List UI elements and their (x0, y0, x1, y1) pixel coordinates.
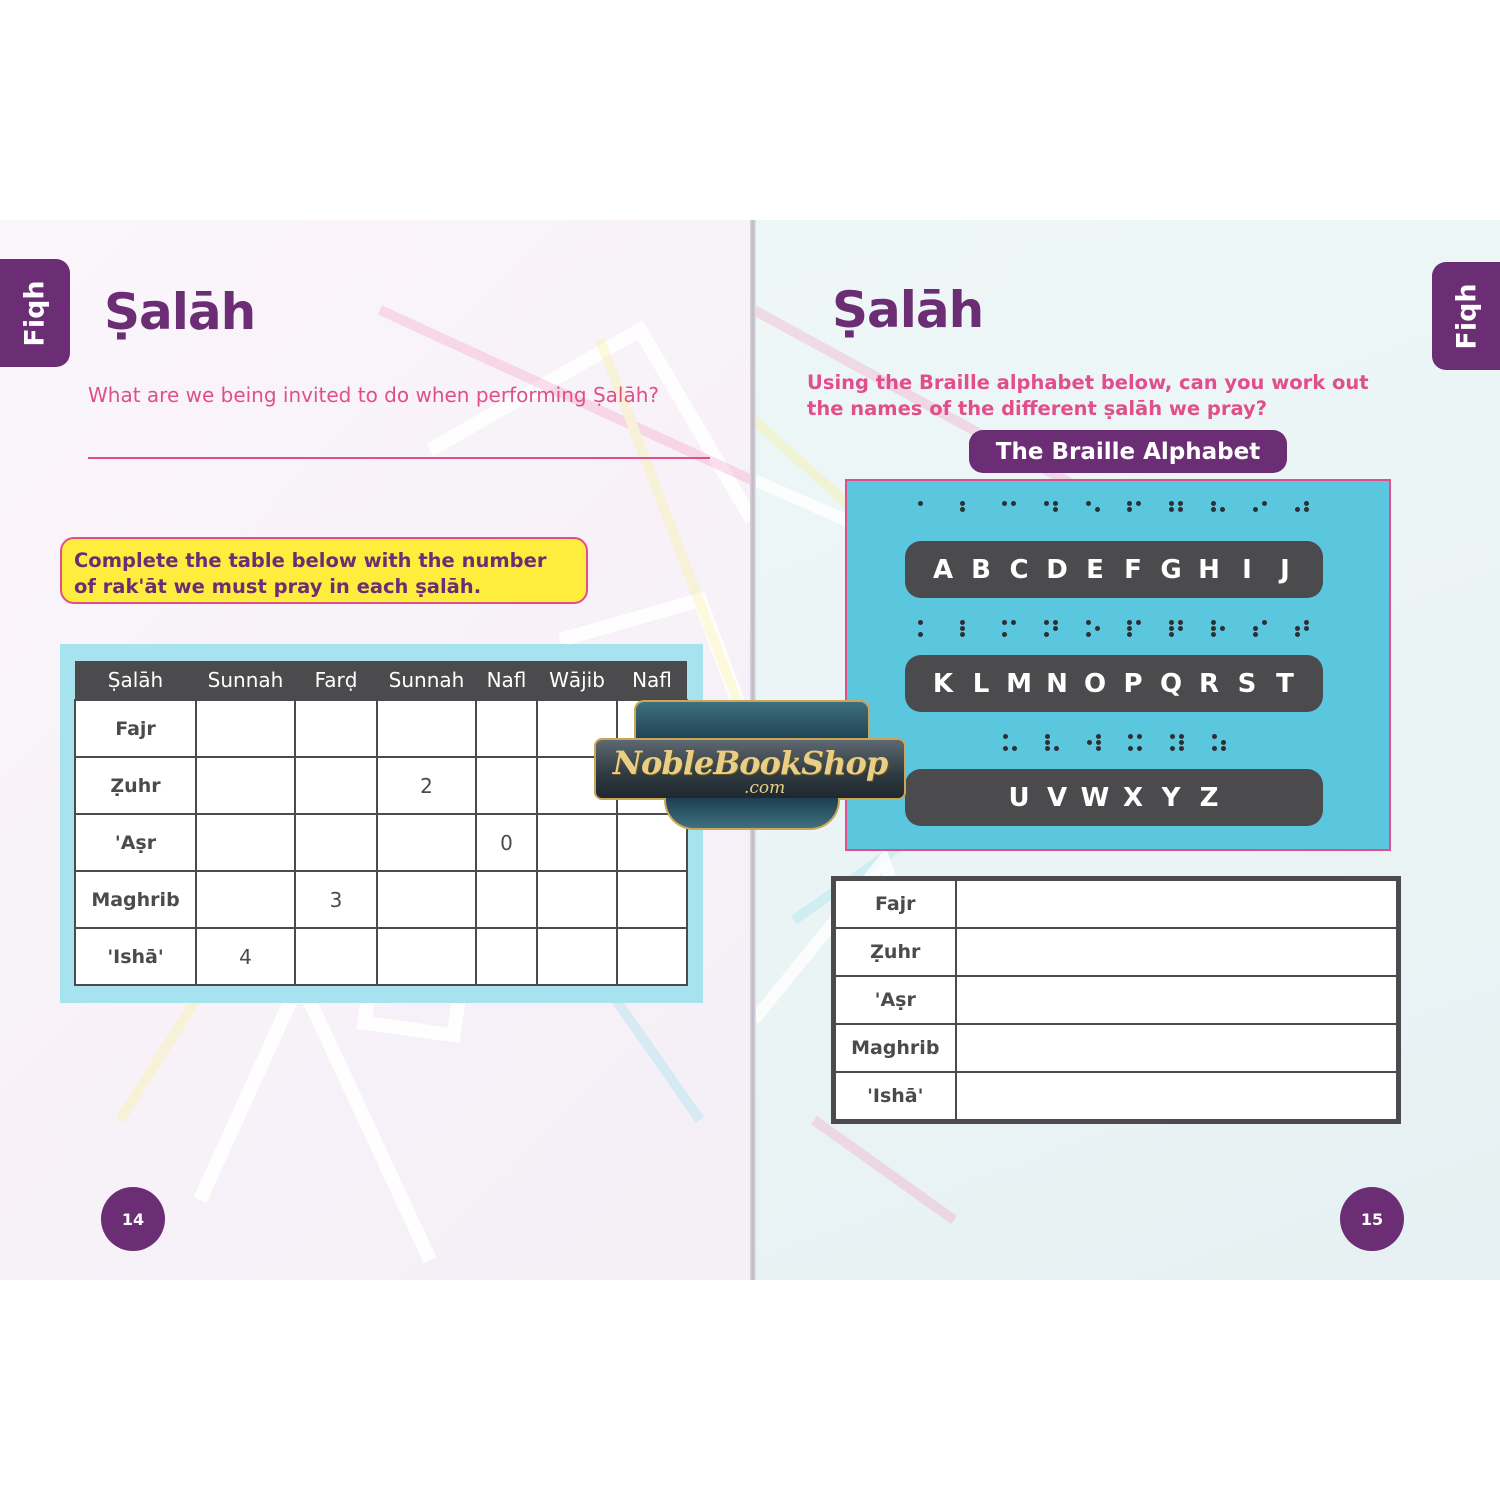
braille-dot (1221, 740, 1226, 745)
braille-dot (1086, 501, 1091, 506)
table-cell[interactable] (196, 757, 295, 814)
braille-dot (1179, 740, 1184, 745)
row-label: Ẓuhr (834, 928, 956, 976)
letter: H (1198, 554, 1220, 585)
table-cell[interactable] (295, 757, 377, 814)
table-cell[interactable] (476, 928, 537, 985)
braille-dot (927, 632, 932, 637)
braille-dot (1045, 746, 1050, 751)
braille-dot (1136, 632, 1141, 637)
table-cell[interactable]: 3 (295, 871, 377, 928)
letter: Z (1199, 782, 1219, 813)
braille-dot (1011, 513, 1016, 518)
row-label: 'Aṣr (75, 814, 196, 871)
braille-dot (1178, 513, 1183, 518)
table-cell[interactable] (196, 700, 295, 757)
braille-dot (1262, 620, 1267, 625)
table-cell[interactable] (617, 928, 687, 985)
letter: O (1083, 668, 1107, 699)
table-cell[interactable] (196, 814, 295, 871)
row-label: 'Aṣr (834, 976, 956, 1024)
braille-dot (1304, 626, 1309, 631)
braille-dot (1262, 507, 1267, 512)
braille-dot (1221, 734, 1226, 739)
letter: C (1009, 554, 1029, 585)
braille-dot (1295, 626, 1300, 631)
row-label: 'Ishā' (834, 1072, 956, 1122)
braille-dot (1045, 740, 1050, 745)
braille-dot (1212, 740, 1217, 745)
braille-dot (1295, 620, 1300, 625)
braille-dot (1304, 501, 1309, 506)
braille-cell (1087, 734, 1102, 751)
table-cell[interactable] (476, 757, 537, 814)
braille-dot (1169, 507, 1174, 512)
braille-cell (1002, 501, 1017, 518)
braille-dot (918, 620, 923, 625)
braille-cell (918, 501, 933, 518)
braille-dot (1011, 620, 1016, 625)
braille-cell (960, 620, 975, 637)
letter: T (1276, 668, 1294, 699)
table-cell[interactable] (377, 700, 476, 757)
table-row (834, 928, 1399, 976)
braille-dot (1086, 620, 1091, 625)
braille-dot (1262, 626, 1267, 631)
table-cell[interactable] (295, 700, 377, 757)
table-cell[interactable] (537, 871, 617, 928)
braille-dot (1128, 734, 1133, 739)
braille-dot (1178, 632, 1183, 637)
row-label: Fajr (834, 879, 956, 929)
table-row (834, 1072, 1399, 1122)
page-number: 15 (1340, 1187, 1404, 1251)
braille-cell (1086, 501, 1101, 518)
braille-dot (1295, 513, 1300, 518)
braille-cell (1044, 501, 1059, 518)
letter: F (1124, 554, 1142, 585)
braille-dot (1178, 501, 1183, 506)
braille-dot (1002, 626, 1007, 631)
letter: M (1006, 668, 1032, 699)
braille-dot (1127, 513, 1132, 518)
braille-dot (1137, 746, 1142, 751)
braille-dot (1053, 620, 1058, 625)
braille-dot (1003, 740, 1008, 745)
braille-dot (1044, 501, 1049, 506)
tab-label: Fiqh (1451, 282, 1483, 350)
watermark-logo (594, 700, 906, 835)
braille-dot (1137, 734, 1142, 739)
table-cell[interactable] (476, 871, 537, 928)
table-cell[interactable] (377, 871, 476, 928)
braille-dot (1212, 734, 1217, 739)
letter: W (1080, 782, 1110, 813)
letter: J (1280, 554, 1290, 585)
letter: E (1086, 554, 1104, 585)
braille-dot (1304, 632, 1309, 637)
braille-dot (918, 501, 923, 506)
column-header: Sunnah (196, 661, 295, 700)
braille-cell (1127, 501, 1142, 518)
answer-cell[interactable] (956, 1072, 1399, 1122)
braille-dot (969, 626, 974, 631)
column-header: Farḍ (295, 661, 377, 700)
braille-dot (1012, 746, 1017, 751)
braille-dot (918, 513, 923, 518)
braille-dot (1096, 740, 1101, 745)
braille-dot (1086, 507, 1091, 512)
braille-dot (927, 507, 932, 512)
column-header: Sunnah (377, 661, 476, 700)
braille-cell (1127, 620, 1142, 637)
braille-cell (1086, 620, 1101, 637)
braille-dot (1220, 501, 1225, 506)
braille-dot (1178, 626, 1183, 631)
braille-dot (1044, 513, 1049, 518)
braille-dot (1136, 501, 1141, 506)
braille-dot (960, 501, 965, 506)
letter: R (1198, 668, 1220, 699)
letter: X (1122, 782, 1144, 813)
braille-dot (1087, 746, 1092, 751)
column-header: Nafl (476, 661, 537, 700)
braille-dot (1211, 626, 1216, 631)
braille-dot (927, 620, 932, 625)
braille-dot (1136, 620, 1141, 625)
braille-cell (1044, 620, 1059, 637)
braille-dot (1221, 746, 1226, 751)
braille-dot (1211, 501, 1216, 506)
letters-bar (905, 541, 1323, 598)
braille-cells-row (990, 730, 1240, 754)
letter: A (932, 554, 954, 585)
braille-dot (1211, 620, 1216, 625)
braille-dot (1220, 513, 1225, 518)
letters-bar (905, 655, 1323, 712)
answer-cell[interactable] (956, 879, 1399, 929)
braille-cell (1212, 734, 1227, 751)
braille-dot (1127, 626, 1132, 631)
braille-dot (1179, 734, 1184, 739)
braille-dot (1179, 746, 1184, 751)
braille-dot (918, 626, 923, 631)
braille-dot (1086, 513, 1091, 518)
braille-cell (1211, 501, 1226, 518)
braille-cell (1295, 501, 1310, 518)
braille-dot (969, 501, 974, 506)
braille-dot (1086, 632, 1091, 637)
braille-cells-row (905, 497, 1323, 521)
braille-dot (1169, 626, 1174, 631)
braille-dot (1095, 507, 1100, 512)
book-icon (664, 798, 840, 830)
answer-cell[interactable] (956, 1024, 1399, 1072)
braille-dot (1096, 746, 1101, 751)
braille-dot (1136, 507, 1141, 512)
braille-dot (1169, 501, 1174, 506)
braille-dot (1002, 513, 1007, 518)
letter: U (1008, 782, 1030, 813)
braille-dot (1262, 513, 1267, 518)
letter: D (1046, 554, 1068, 585)
braille-dot (1044, 626, 1049, 631)
braille-dot (960, 507, 965, 512)
braille-dot (1169, 513, 1174, 518)
braille-dot (1136, 513, 1141, 518)
table-row (834, 1024, 1399, 1072)
braille-dot (1170, 734, 1175, 739)
braille-dot (1095, 620, 1100, 625)
letter: V (1046, 782, 1068, 813)
braille-dot (1178, 507, 1183, 512)
braille-dot (960, 626, 965, 631)
braille-dot (1169, 632, 1174, 637)
letter: Q (1159, 668, 1183, 699)
braille-dot (1011, 501, 1016, 506)
braille-dot (1211, 513, 1216, 518)
braille-dot (1170, 746, 1175, 751)
tab-label: Fiqh (19, 279, 51, 347)
braille-dot (1295, 507, 1300, 512)
braille-dot (1095, 626, 1100, 631)
book-icon (634, 700, 870, 742)
row-label: 'Ishā' (75, 928, 196, 985)
answer-cell[interactable] (956, 928, 1399, 976)
braille-dot (1253, 620, 1258, 625)
braille-dot (1087, 740, 1092, 745)
letter: I (1242, 554, 1252, 585)
page-number: 14 (101, 1187, 165, 1251)
letter: L (972, 668, 990, 699)
page-title: Ṣalāh (104, 283, 256, 341)
table-cell[interactable]: 2 (377, 757, 476, 814)
letter: P (1123, 668, 1143, 699)
table-cell[interactable]: 0 (476, 814, 537, 871)
answer-cell[interactable] (956, 976, 1399, 1024)
braille-dot (1011, 626, 1016, 631)
braille-dot (1220, 507, 1225, 512)
braille-dot (1044, 507, 1049, 512)
braille-dot (1128, 740, 1133, 745)
table-cell[interactable] (377, 814, 476, 871)
braille-dot (1003, 746, 1008, 751)
braille-dot (1212, 746, 1217, 751)
braille-dot (1304, 507, 1309, 512)
braille-dot (1253, 626, 1258, 631)
letter: S (1237, 668, 1257, 699)
braille-dot (1003, 734, 1008, 739)
question-text: Using the Braille alphabet below, can you work out the names of the different ṣalāh we pray? (807, 371, 1369, 420)
braille-dot (960, 513, 965, 518)
braille-dot (1054, 740, 1059, 745)
braille-dot (1169, 620, 1174, 625)
braille-dot (1011, 632, 1016, 637)
braille-dot (1304, 513, 1309, 518)
braille-dot (1045, 734, 1050, 739)
braille-cell (1169, 501, 1184, 518)
braille-cell (1211, 620, 1226, 637)
letters-bar (905, 769, 1323, 826)
braille-dot (1211, 507, 1216, 512)
table-row (834, 976, 1399, 1024)
braille-dot (1304, 620, 1309, 625)
column-header: Nafl (617, 661, 687, 700)
braille-dot (1253, 507, 1258, 512)
instruction-box: Complete the table below with the number of rak'āt we must pray in each ṣalāh. (60, 537, 588, 604)
watermark-brand: NobleBookShop (612, 744, 888, 782)
braille-dot (1220, 626, 1225, 631)
braille-dot (1012, 734, 1017, 739)
table-row (75, 928, 687, 985)
letter: K (932, 668, 954, 699)
letter: Y (1161, 782, 1181, 813)
watermark-domain: .com (744, 778, 786, 798)
braille-dot (1053, 632, 1058, 637)
letter: B (971, 554, 991, 585)
row-label: Maghrib (834, 1024, 956, 1072)
braille-dot (1054, 734, 1059, 739)
braille-dot (1012, 740, 1017, 745)
braille-cell (960, 501, 975, 518)
braille-dot (1170, 740, 1175, 745)
braille-cell (1253, 501, 1268, 518)
braille-dot (969, 620, 974, 625)
braille-cell (1128, 734, 1143, 751)
answer-line[interactable] (88, 457, 710, 459)
braille-dot (1295, 501, 1300, 506)
braille-dot (1044, 632, 1049, 637)
row-label: Fajr (75, 700, 196, 757)
braille-dot (1137, 740, 1142, 745)
braille-dot (1127, 507, 1132, 512)
braille-dot (969, 507, 974, 512)
braille-dot (1211, 632, 1216, 637)
braille-dot (1220, 620, 1225, 625)
table-row (834, 879, 1399, 929)
braille-dot (1095, 632, 1100, 637)
braille-cell (1170, 734, 1185, 751)
braille-dot (1053, 501, 1058, 506)
braille-dot (1253, 501, 1258, 506)
braille-dot (1053, 626, 1058, 631)
braille-dot (1053, 513, 1058, 518)
braille-dot (1128, 746, 1133, 751)
page-title: Ṣalāh (832, 281, 984, 339)
braille-dot (1178, 620, 1183, 625)
braille-dot (1253, 513, 1258, 518)
table-cell[interactable] (196, 871, 295, 928)
braille-alphabet-label: The Braille Alphabet (969, 430, 1287, 473)
table-cell[interactable] (295, 814, 377, 871)
braille-dot (918, 507, 923, 512)
braille-cell (1003, 734, 1018, 751)
braille-dot (969, 632, 974, 637)
braille-dot (1096, 734, 1101, 739)
braille-dot (1002, 507, 1007, 512)
braille-dot (927, 626, 932, 631)
braille-dot (1262, 501, 1267, 506)
braille-cell (918, 620, 933, 637)
braille-dot (1053, 507, 1058, 512)
braille-dot (1127, 620, 1132, 625)
table-cell[interactable] (537, 928, 617, 985)
fiqh-tab (0, 259, 70, 367)
braille-dot (1002, 501, 1007, 506)
braille-cell (1169, 620, 1184, 637)
braille-dot (1002, 620, 1007, 625)
row-label: Maghrib (75, 871, 196, 928)
row-label: Ẓuhr (75, 757, 196, 814)
braille-dot (1136, 626, 1141, 631)
braille-cell (1253, 620, 1268, 637)
question-text: What are we being invited to do when performing Ṣalāh? (88, 383, 660, 407)
salah-names-table (831, 876, 1401, 1124)
table-cell[interactable] (476, 700, 537, 757)
table-cell[interactable] (377, 928, 476, 985)
braille-dot (1262, 632, 1267, 637)
braille-cell (1002, 620, 1017, 637)
column-header: Wājib (537, 661, 617, 700)
letter: G (1160, 554, 1182, 585)
braille-dot (927, 501, 932, 506)
braille-dot (969, 513, 974, 518)
braille-dot (1095, 501, 1100, 506)
braille-dot (1127, 632, 1132, 637)
braille-dot (1087, 734, 1092, 739)
braille-dot (1095, 513, 1100, 518)
fiqh-tab (1432, 262, 1500, 370)
braille-dot (918, 632, 923, 637)
braille-cells-row (905, 616, 1323, 640)
table-cell[interactable] (295, 928, 377, 985)
braille-dot (1011, 507, 1016, 512)
braille-dot (1086, 626, 1091, 631)
letter: N (1046, 668, 1068, 699)
braille-dot (927, 513, 932, 518)
braille-dot (1054, 746, 1059, 751)
braille-dot (1002, 632, 1007, 637)
braille-cell (1045, 734, 1060, 751)
braille-dot (1253, 632, 1258, 637)
braille-dot (1127, 501, 1132, 506)
braille-dot (1295, 632, 1300, 637)
table-cell[interactable]: 4 (196, 928, 295, 985)
table-header-row (75, 661, 687, 700)
table-cell[interactable] (617, 871, 687, 928)
column-header: Ṣalāh (75, 661, 196, 700)
braille-dot (960, 632, 965, 637)
braille-cell (1295, 620, 1310, 637)
braille-dot (1220, 632, 1225, 637)
braille-dot (960, 620, 965, 625)
table-row (75, 871, 687, 928)
braille-dot (1044, 620, 1049, 625)
